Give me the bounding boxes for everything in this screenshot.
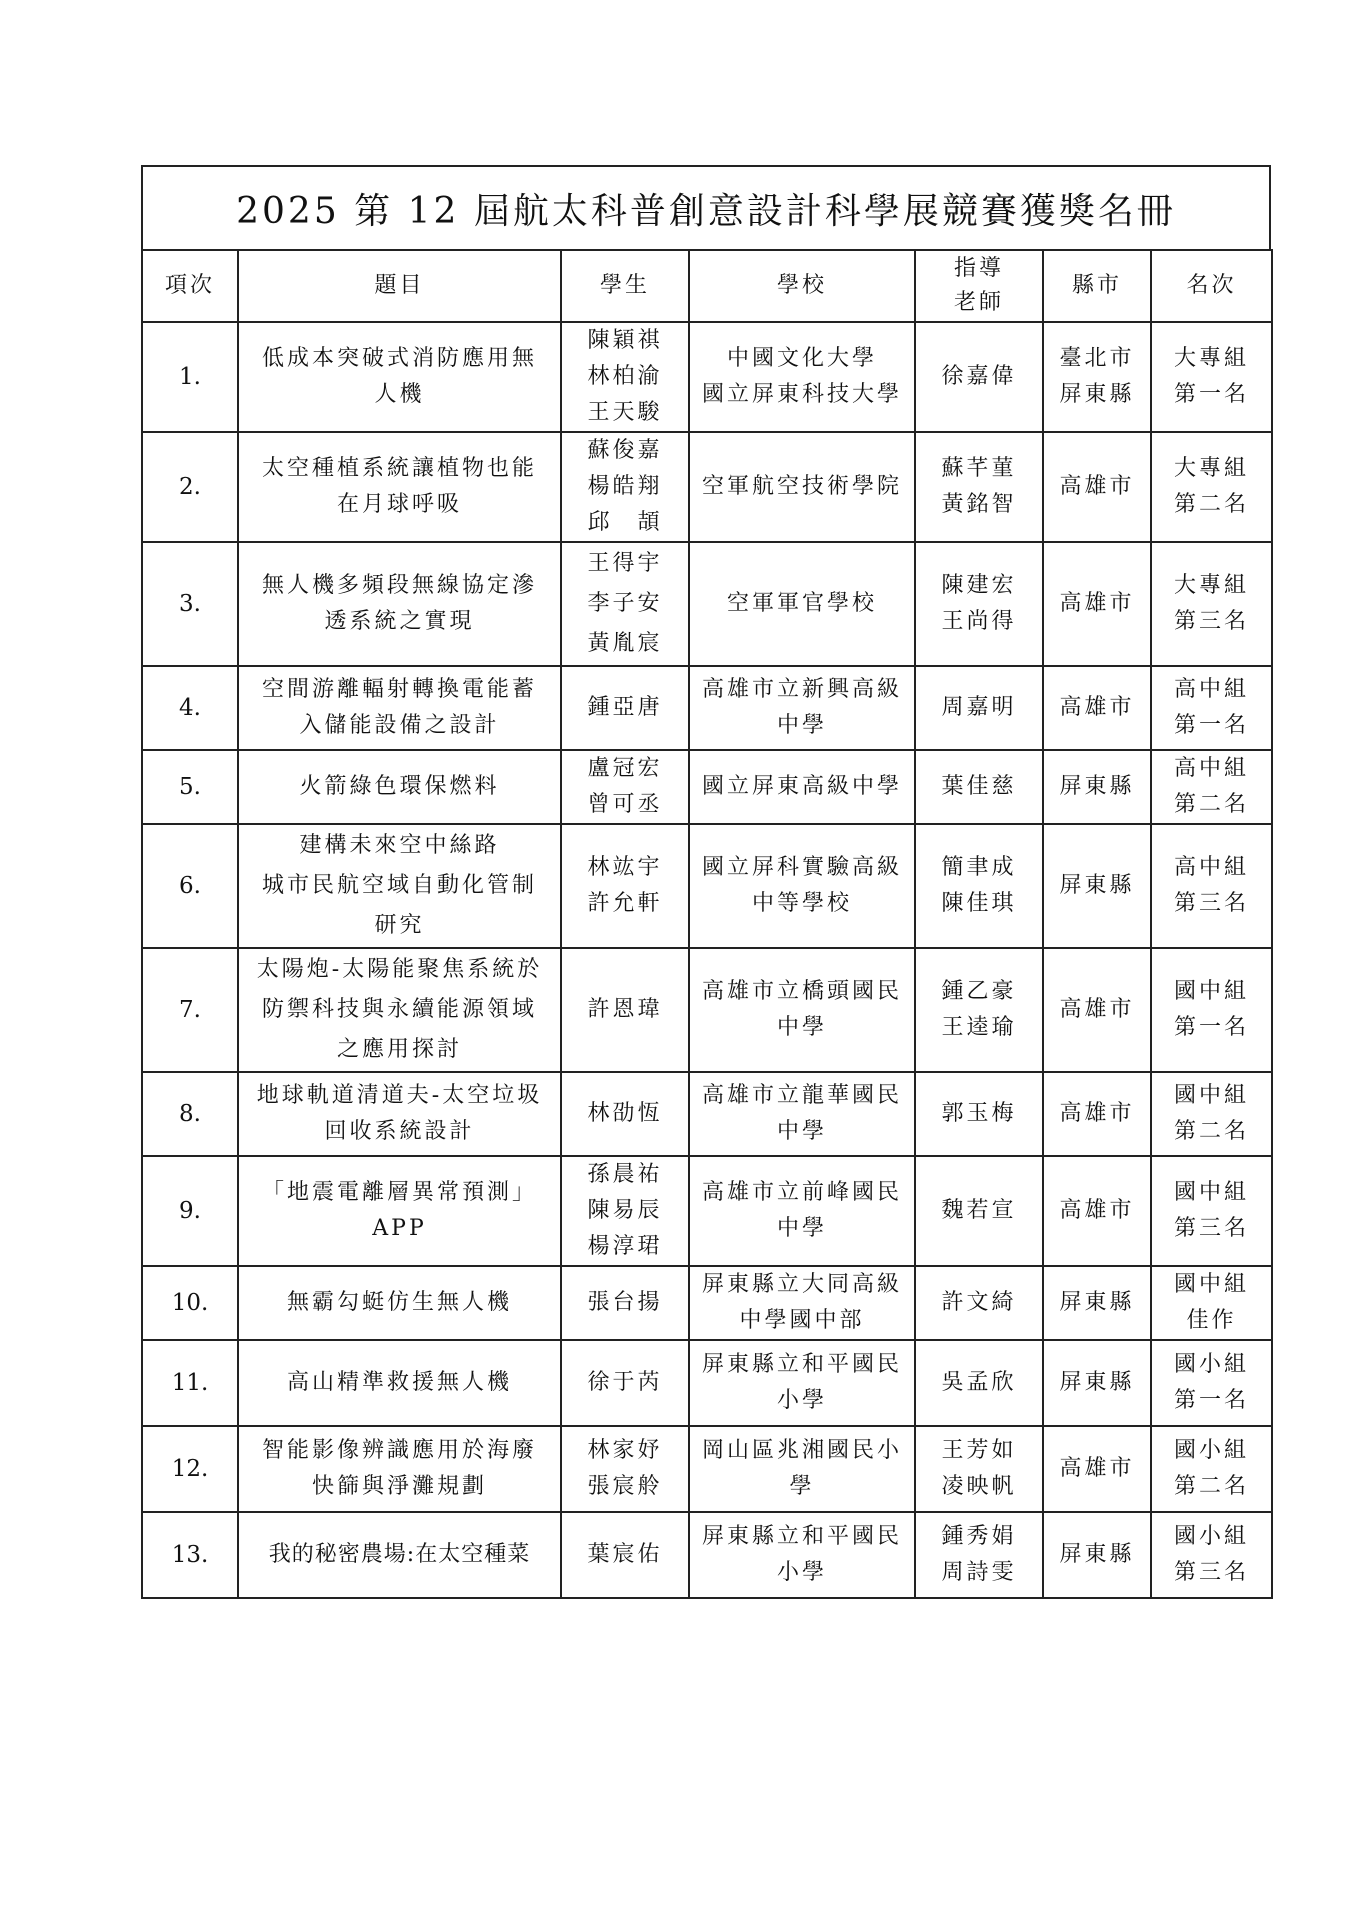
table-row — [142, 750, 1272, 824]
row-teacher: 葉佳慈 — [915, 750, 1043, 824]
row-rank: 國中組 第二名 — [1151, 1072, 1272, 1156]
row-students: 王得宇 李子安 黃胤宸 — [561, 542, 689, 666]
row-students: 陳穎祺 林柏渝 王天駿 — [561, 322, 689, 432]
row-students: 蘇俊嘉 楊皓翔 邱 頡 — [561, 432, 689, 542]
row-county: 屏東縣 — [1043, 1340, 1151, 1426]
row-rank: 高中組 第二名 — [1151, 750, 1272, 824]
row-students: 張台揚 — [561, 1266, 689, 1340]
row-topic: 建構未來空中絲路 城市民航空域自動化管制 研究 — [238, 824, 561, 948]
row-rank: 國小組 第三名 — [1151, 1512, 1272, 1598]
row-rank: 高中組 第三名 — [1151, 824, 1272, 948]
row-topic: 太陽炮-太陽能聚焦系統於 防禦科技與永續能源領域 之應用探討 — [238, 948, 561, 1072]
row-topic: 智能影像辨識應用於海廢 快篩與淨灘規劃 — [238, 1426, 561, 1512]
table-row — [142, 1156, 1272, 1266]
row-teacher: 蘇芊菫 黃銘智 — [915, 432, 1043, 542]
row-rank: 國中組 第三名 — [1151, 1156, 1272, 1266]
row-school: 中國文化大學 國立屏東科技大學 — [689, 322, 915, 432]
row-teacher: 鍾秀娟 周詩雯 — [915, 1512, 1043, 1598]
row-students: 徐于芮 — [561, 1340, 689, 1426]
row-county: 高雄市 — [1043, 948, 1151, 1072]
row-county: 高雄市 — [1043, 666, 1151, 750]
row-topic: 無人機多頻段無線協定滲 透系統之實現 — [238, 542, 561, 666]
row-topic: 我的秘密農場:在太空種菜 — [238, 1512, 561, 1598]
row-rank: 大專組 第三名 — [1151, 542, 1272, 666]
row-topic: 「地震電離層異常預測」 APP — [238, 1156, 561, 1266]
row-county: 高雄市 — [1043, 432, 1151, 542]
row-county: 屏東縣 — [1043, 824, 1151, 948]
row-rank: 國小組 第一名 — [1151, 1340, 1272, 1426]
row-county: 高雄市 — [1043, 542, 1151, 666]
row-index: 2. — [142, 432, 238, 542]
header-topic: 題目 — [238, 250, 561, 322]
row-school: 屏東縣立和平國民 小學 — [689, 1512, 915, 1598]
row-rank: 國中組 佳作 — [1151, 1266, 1272, 1340]
row-county: 臺北市 屏東縣 — [1043, 322, 1151, 432]
row-index: 5. — [142, 750, 238, 824]
row-county: 屏東縣 — [1043, 1512, 1151, 1598]
row-index: 10. — [142, 1266, 238, 1340]
row-teacher: 簡聿成 陳佳琪 — [915, 824, 1043, 948]
row-index: 1. — [142, 322, 238, 432]
row-teacher: 徐嘉偉 — [915, 322, 1043, 432]
table-row — [142, 322, 1272, 432]
award-document — [141, 165, 1271, 1599]
row-county: 屏東縣 — [1043, 1266, 1151, 1340]
row-rank: 國中組 第一名 — [1151, 948, 1272, 1072]
row-students: 孫晨祐 陳易辰 楊淳珺 — [561, 1156, 689, 1266]
row-county: 高雄市 — [1043, 1072, 1151, 1156]
row-index: 7. — [142, 948, 238, 1072]
row-topic: 火箭綠色環保燃料 — [238, 750, 561, 824]
row-students: 許恩瑋 — [561, 948, 689, 1072]
table-row — [142, 542, 1272, 666]
row-teacher: 郭玉梅 — [915, 1072, 1043, 1156]
table-row — [142, 824, 1272, 948]
row-school: 空軍航空技術學院 — [689, 432, 915, 542]
table-row — [142, 1072, 1272, 1156]
row-students: 林劭恆 — [561, 1072, 689, 1156]
row-school: 屏東縣立和平國民 小學 — [689, 1340, 915, 1426]
table-row — [142, 432, 1272, 542]
row-county: 高雄市 — [1043, 1156, 1151, 1266]
header-teacher: 指導 老師 — [915, 250, 1043, 322]
header-county: 縣市 — [1043, 250, 1151, 322]
row-topic: 太空種植系統讓植物也能 在月球呼吸 — [238, 432, 561, 542]
row-teacher: 王芳如 凌映帆 — [915, 1426, 1043, 1512]
row-teacher: 魏若宣 — [915, 1156, 1043, 1266]
table-row — [142, 1266, 1272, 1340]
row-county: 高雄市 — [1043, 1426, 1151, 1512]
row-school: 國立屏科實驗高級 中等學校 — [689, 824, 915, 948]
row-rank: 大專組 第一名 — [1151, 322, 1272, 432]
document-title: 2025 第 12 屆航太科普創意設計科學展競賽獲獎名冊 — [141, 165, 1271, 249]
row-school: 岡山區兆湘國民小 學 — [689, 1426, 915, 1512]
row-teacher: 吳孟欣 — [915, 1340, 1043, 1426]
row-index: 9. — [142, 1156, 238, 1266]
row-rank: 大專組 第二名 — [1151, 432, 1272, 542]
header-students: 學生 — [561, 250, 689, 322]
award-table — [141, 249, 1273, 1599]
row-teacher: 許文綺 — [915, 1266, 1043, 1340]
row-students: 林家妤 張宸舲 — [561, 1426, 689, 1512]
row-topic: 低成本突破式消防應用無 人機 — [238, 322, 561, 432]
row-students: 林竑宇 許允軒 — [561, 824, 689, 948]
header-rank: 名次 — [1151, 250, 1272, 322]
header-row — [142, 250, 1272, 322]
row-school: 高雄市立龍華國民 中學 — [689, 1072, 915, 1156]
table-row — [142, 1340, 1272, 1426]
row-rank: 國小組 第二名 — [1151, 1426, 1272, 1512]
row-topic: 無霸勾蜓仿生無人機 — [238, 1266, 561, 1340]
row-rank: 高中組 第一名 — [1151, 666, 1272, 750]
row-teacher: 陳建宏 王尚得 — [915, 542, 1043, 666]
row-index: 13. — [142, 1512, 238, 1598]
row-index: 3. — [142, 542, 238, 666]
row-topic: 空間游離輻射轉換電能蓄 入儲能設備之設計 — [238, 666, 561, 750]
table-row — [142, 1426, 1272, 1512]
row-topic: 高山精準救援無人機 — [238, 1340, 561, 1426]
row-county: 屏東縣 — [1043, 750, 1151, 824]
header-school: 學校 — [689, 250, 915, 322]
table-row — [142, 948, 1272, 1072]
row-school: 屏東縣立大同高級 中學國中部 — [689, 1266, 915, 1340]
row-school: 空軍軍官學校 — [689, 542, 915, 666]
row-topic: 地球軌道清道夫-太空垃圾 回收系統設計 — [238, 1072, 561, 1156]
row-index: 11. — [142, 1340, 238, 1426]
row-students: 盧冠宏 曾可丞 — [561, 750, 689, 824]
table-row — [142, 1512, 1272, 1598]
row-students: 鍾亞唐 — [561, 666, 689, 750]
row-teacher: 鍾乙豪 王逵瑜 — [915, 948, 1043, 1072]
row-index: 12. — [142, 1426, 238, 1512]
row-school: 高雄市立新興高級 中學 — [689, 666, 915, 750]
row-index: 4. — [142, 666, 238, 750]
row-school: 國立屏東高級中學 — [689, 750, 915, 824]
row-school: 高雄市立前峰國民 中學 — [689, 1156, 915, 1266]
row-school: 高雄市立橋頭國民 中學 — [689, 948, 915, 1072]
row-students: 葉宸佑 — [561, 1512, 689, 1598]
header-index: 項次 — [142, 250, 238, 322]
row-teacher: 周嘉明 — [915, 666, 1043, 750]
row-index: 6. — [142, 824, 238, 948]
row-index: 8. — [142, 1072, 238, 1156]
table-row — [142, 666, 1272, 750]
